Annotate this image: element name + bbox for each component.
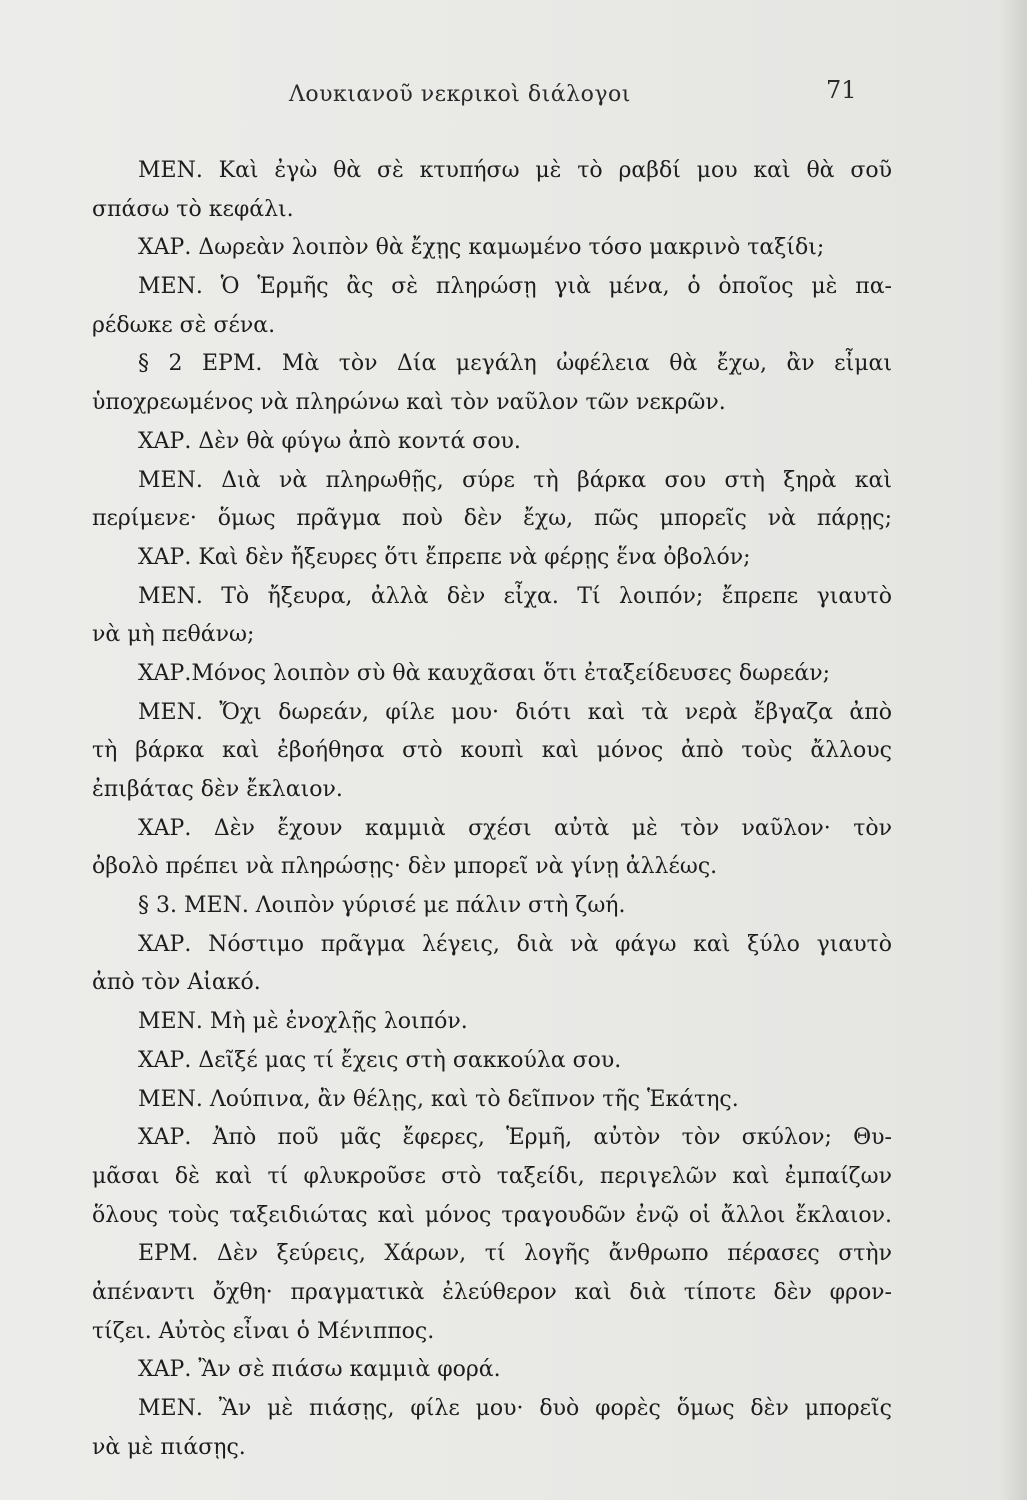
running-head: Λουκιανοῦ νεκρικοὶ διάλογοι xyxy=(289,82,631,107)
page-number: 71 xyxy=(826,76,857,104)
text-line: μᾶσαι δὲ καὶ τί φλυκροῦσε στὸ ταξείδι, περιγελῶν καὶ ἐμπαίζων xyxy=(92,1163,892,1189)
text-line: ΜΕΝ. Τὸ ἤξευρα, ἀλλὰ δὲν εἶχα. Τί λοιπόν; ἔπρεπε γιαυτὸ xyxy=(138,583,892,609)
text-line: νὰ μὲ πιάσῃς. xyxy=(92,1434,246,1460)
text-line: ΜΕΝ. Καὶ ἐγὼ θὰ σὲ κτυπήσω μὲ τὸ ραβδί μου καὶ θὰ σοῦ xyxy=(138,158,892,183)
text-line: τὴ βάρκα καὶ ἐβοήθησα στὸ κουπὶ καὶ μόνος ἀπὸ τοὺς ἄλλους xyxy=(92,738,892,764)
body-text xyxy=(92,152,892,1467)
text-line: § 3. ΜΕΝ. Λοιπὸν γύρισέ με πάλιν στὴ ζωή. xyxy=(138,893,626,919)
text-line: ΧΑΡ. Δεῖξέ μας τί ἔχεις στὴ σακκούλα σου. xyxy=(138,1047,622,1073)
text-line: ΧΑΡ. Δωρεὰν λοιπὸν θὰ ἔχῃς καμωμένο τόσο μακρινὸ ταξίδι; xyxy=(138,235,825,261)
text-line: ρέδωκε σὲ σένα. xyxy=(92,312,276,338)
text-line: ΜΕΝ. Ὄχι δωρεάν, φίλε μου· διότι καὶ τὰ νερὰ ἔβγαζα ἀπὸ xyxy=(138,699,892,725)
text-line: ΧΑΡ. Δὲν θὰ φύγω ἀπὸ κοντά σου. xyxy=(138,428,521,454)
text-line: ΜΕΝ. Μὴ μὲ ἐνοχλῇς λοιπόν. xyxy=(138,1009,468,1035)
text-line: ἀπὸ τὸν Αἰακό. xyxy=(92,970,261,996)
page-edge-shadow xyxy=(999,0,1027,1500)
text-line: τίζει. Αὐτὸς εἶναι ὁ Μένιππος. xyxy=(92,1318,435,1344)
text-line: σπάσω τὸ κεφάλι. xyxy=(92,196,294,222)
text-line: ΜΕΝ. Ὁ Ἑρμῆς ἂς σὲ πληρώσῃ γιὰ μένα, ὁ ὁποῖος μὲ πα- xyxy=(138,274,892,300)
text-line: ΜΕΝ. Ἂν μὲ πιάσῃς, φίλε μου· δυὸ φορὲς ὅμως δὲν μπορεῖς xyxy=(138,1396,892,1421)
text-line: περίμενε· ὅμως πρᾶγμα ποὺ δὲν ἔχω, πῶς μπορεῖς νὰ πάρῃς; xyxy=(92,506,892,532)
text-line: ΧΑΡ. Νόστιμο πρᾶγμα λέγεις, διὰ νὰ φάγω καὶ ξύλο γιαυτὸ xyxy=(138,931,892,957)
text-line: ἀπέναντι ὄχθη· πραγματικὰ ἐλεύθερον καὶ διὰ τίποτε δὲν φρον- xyxy=(92,1279,892,1305)
text-line: ὀβολὸ πρέπει νὰ πληρώσῃς· δὲν μπορεῖ νὰ γίνῃ ἀλλέως. xyxy=(92,854,718,880)
text-line: ὑποχρεωμένος νὰ πληρώνω καὶ τὸν ναῦλον τῶν νεκρῶν. xyxy=(92,390,726,416)
text-line: ἐπιβάτας δὲν ἔκλαιον. xyxy=(92,777,343,802)
text-line: ΜΕΝ. Διὰ νὰ πληρωθῇς, σύρε τὴ βάρκα σου στὴ ξηρὰ καὶ xyxy=(138,467,892,493)
text-line: ΧΑΡ. Δὲν ἔχουν καμμιὰ σχέσι αὐτὰ μὲ τὸν ναῦλον· τὸν xyxy=(138,815,892,841)
text-line: νὰ μὴ πεθάνω; xyxy=(92,622,255,648)
text-line: ΧΑΡ. Καὶ δὲν ἤξευρες ὅτι ἔπρεπε νὰ φέρῃς ἕνα ὀβολόν; xyxy=(138,544,751,570)
text-line: § 2 ΕΡΜ. Μὰ τὸν Δία μεγάλη ὠφέλεια θὰ ἔχω, ἂν εἶμαι xyxy=(138,351,892,377)
text-line: ΧΑΡ. Ἀπὸ ποῦ μᾶς ἔφερες, Ἑρμῆ, αὐτὸν τὸν σκύλον; Θυ- xyxy=(138,1125,892,1151)
text-line: ΧΑΡ. Ἂν σὲ πιάσω καμμιὰ φορά. xyxy=(138,1357,501,1383)
text-line: ΜΕΝ. Λούπινα, ἂν θέλῃς, καὶ τὸ δεῖπνον τῆς Ἑκάτης. xyxy=(138,1086,739,1112)
text-line: ὅλους τοὺς ταξειδιώτας καὶ μόνος τραγουδῶν ἐνῷ οἱ ἄλλοι ἔκλαιον. xyxy=(92,1202,892,1228)
text-line: ΧΑΡ.Μόνος λοιπὸν σὺ θὰ καυχᾶσαι ὅτι ἐταξείδευσες δωρεάν; xyxy=(138,660,830,686)
text-line: ΕΡΜ. Δὲν ξεύρεις, Χάρων, τί λογῆς ἄνθρωπο πέρασες στὴν xyxy=(138,1241,892,1267)
